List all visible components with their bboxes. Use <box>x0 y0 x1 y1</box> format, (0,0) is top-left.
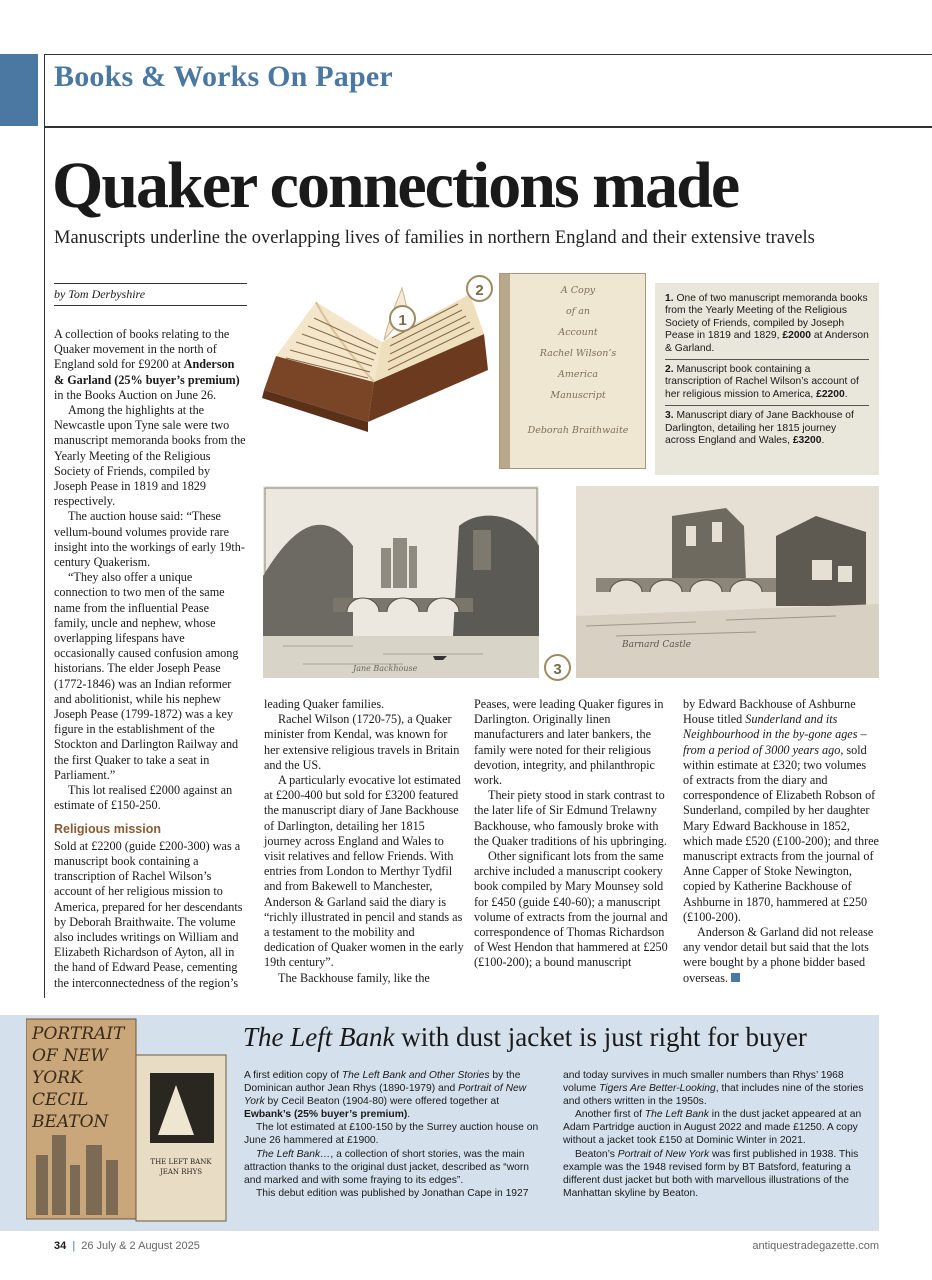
paragraph: Among the highlights at the Newcastle upon Tyne sale were two manuscript memoranda books from the Yearly Meeting of the Religious Society of Friends, compiled by Joseph Pease in 1819 and 1829 respectively. <box>54 403 246 509</box>
paragraph: The auction house said: “These vellum-bound volumes provide rare insight into the workings of early 19th-century Quakerism. <box>54 509 245 570</box>
paragraph: Their piety stood in stark contrast to the later life of Sir Edmund Trelawny Backhouse, who famously broke with the Quaker traditions of his upbringing. <box>474 788 667 848</box>
caption-box <box>655 283 879 475</box>
paragraph: Anderson & Garland did not release any vendor detail but said that the lots were bought by a phone bidder based overseas. <box>683 925 874 985</box>
paragraph: by Edward Backhouse of Ashburne House titled Sunderland and its Neighbourhood in the by-gone ages – from a period of 3000 years ago, sold within estimate at £320; two volumes of extracts from the diary and correspondence of Elizabeth Robson of Sunderland, compiled by her daughter Mary Edward Backhouse in 1852, which made £520 (£100-200); and three manuscript extracts from the journal of Anne Capper of Stoke Newington, copied by Katherine Backhouse of Ashburne in 1870, hammered at £250 (£100-200). <box>683 697 879 924</box>
paragraph: This debut edition was published by Jonathan Cape in 1927 <box>256 1187 529 1199</box>
sidebar-title: The Left Bank with dust jacket is just right for buyer <box>243 1022 807 1052</box>
image-number-badge: 2 <box>466 275 493 302</box>
paragraph: leading Quaker families. <box>264 697 385 711</box>
manuscript-handwriting: A Copy of an Account Rachel Wilson’s America Manuscript Deborah Braithwaite <box>527 285 629 436</box>
sidebar-column-1 <box>244 1069 549 1200</box>
caption-divider <box>665 405 869 406</box>
caption-divider <box>665 359 869 360</box>
paragraph: Another first of The Left Bank in the dust jacket appeared at an Adam Partridge auction in August 2022 and made £1250. A copy without a jacket took £150 at Dominic Winter in 2021. <box>563 1109 862 1147</box>
paragraph: This lot realised £2000 against an estimate of £150-250. <box>54 783 233 813</box>
paragraph: A particularly evocative lot estimated at £200-400 but sold for £3200 featured the manuscript diary of Jane Backhouse of Darlington, detailing her 1815 journey across England and Wales to visit relatives and fellow Friends. With entries from London to Merthyr Tydfil and from Bakewell to Manchester, Anderson & Garland said the diary is “richly illustrated in pencil and stands as a testament to the mobility and dedication of Quaker women in the early 19th century”. <box>264 773 464 970</box>
section-color-tab <box>0 54 38 126</box>
footer-separator: | <box>72 1240 76 1252</box>
photo-diary-sketch-bridge <box>263 486 539 678</box>
book2-cover <box>138 1157 224 1177</box>
book2-author: JEAN RHYS <box>159 1168 203 1176</box>
end-mark-icon <box>731 973 740 982</box>
paragraph: A first edition copy of The Left Bank and Other Stories by the Dominican author Jean Rhys (1890-1979) and Portrait of New York by Cecil Beaton (1904-80) were offered together at Ewbank’s (25% buyer’s premium). <box>244 1070 527 1121</box>
photo-rachel-wilson-manuscript <box>499 273 646 469</box>
byline-rule-top <box>54 283 247 284</box>
paragraph: The Left Bank…, a collection of short stories, was the main attraction thanks to the original dust jacket, described as “worn and marked and with some fraying to its edges”. <box>244 1148 530 1186</box>
paragraph: Beaton’s Portrait of New York was first published in 1938. This example was the 1948 revised form by BT Batsford, featuring a different dust jacket but both with marvellous illustrations of the Manhattan skyline by Beaton. <box>563 1148 859 1199</box>
paragraph: Other significant lots from the same archive included a manuscript cookery book compiled by Mary Mounsey sold for £450 (guide £40-60); a manuscript volume of extracts from the journal and correspondence of Thomas Richardson of West Hendon that hammered at £250 (£100-200); a bound manuscript <box>474 849 668 970</box>
page-number: 34 <box>54 1240 67 1252</box>
footer-folio <box>54 1240 200 1252</box>
section-rule <box>44 126 932 128</box>
sidebar-column-2 <box>563 1069 871 1200</box>
paragraph: Sold at £2200 (guide £200-300) was a manuscript book containing a transcription of Rachel Wilson’s account of her religious mission to America, prepared for her descendants by Deborah Braithwaite. The volume also includes writings on William and Elizabeth Richardson of Ayton, all in the hand of Edward Pease, cementing the interconnectedness of the region’s <box>54 838 243 990</box>
article-column-2 <box>264 697 464 986</box>
paragraph: Rachel Wilson (1720-75), a Quaker minister from Kendal, was known for her extensive religious travels in Britain and the US. <box>264 712 460 772</box>
photo-books <box>26 1015 232 1223</box>
photo-memoranda-book <box>256 282 492 464</box>
article-column-3 <box>474 697 672 971</box>
pencil-sketch-bridge <box>263 486 539 678</box>
castle-sketch-caption: Barnard Castle <box>622 640 692 650</box>
caption-1: 1. One of two manuscript memoranda books from the Yearly Meeting of the Religious Society of Friends, compiled by Joseph Pease in 1819 and 1829, £2000 at Anderson & Garland. <box>665 293 869 354</box>
paragraph: Peases, were leading Quaker figures in Darlington. Originally linen manufacturers and later bankers, the family were noted for their religious devotion, integrity, and philanthropic work. <box>474 697 664 788</box>
paragraph: A collection of books relating to the Quaker movement in the north of England sold for £9200 at Anderson & Garland (25% buyer’s premium) in the Books Auction on June 26. <box>54 327 240 402</box>
left-rule <box>44 54 45 998</box>
photo-diary-sketch-castle <box>576 486 879 678</box>
book-spine <box>500 274 510 468</box>
byline: by Tom Derbyshire <box>54 287 146 301</box>
issue-date: 26 July & 2 August 2025 <box>81 1240 200 1252</box>
paragraph: “They also offer a unique connection to two men of the same name from the influential Pease family, uncle and nephew, whose overlapping lifespans have occasionally caused confusion among historians. The elder Joseph Pease (1772-1846) was an Indian reformer and abolitionist, while his nephew Joseph Pease (1799-1872) was a key figure in the establishment of the Stockton and Darlington Railway and the first Quaker to take a seat in Parliament.” <box>54 570 239 782</box>
sketch-signature: Jane Backhouse <box>353 664 418 673</box>
book1-cover-text: PORTRAIT OF NEW YORK CECIL BEATON <box>32 1024 125 1132</box>
image-number-badge: 1 <box>389 305 416 332</box>
top-rule <box>44 54 932 55</box>
caption-3: 3. Manuscript diary of Jane Backhouse of Darlington, detailing her 1815 journey across England and Wales, £3200. <box>665 410 854 447</box>
article-column-4 <box>683 697 879 986</box>
open-book-illustration <box>256 282 492 464</box>
book2-title: THE LEFT BANK <box>150 1158 212 1166</box>
paragraph: The Backhouse family, like the <box>278 970 430 985</box>
paragraph: and today survives in much smaller numbers than Rhys’ 1968 volume Tigers Are Better-Looking, that includes nine of the stories and others written in the 1950s. <box>563 1070 864 1108</box>
standfirst: Manuscripts underline the overlapping lives of families in northern England and their extensive travels <box>54 228 815 248</box>
headline: Quaker connections made <box>52 149 739 222</box>
article-column-1 <box>54 327 246 991</box>
section-title: Books & Works On Paper <box>54 60 393 93</box>
byline-rule-bottom <box>54 305 247 306</box>
image-number-badge: 3 <box>544 654 571 681</box>
paragraph: The lot estimated at £100-150 by the Surrey auction house on June 26 hammered at £1900. <box>244 1122 539 1147</box>
caption-2: 2. Manuscript book containing a transcription of Rachel Wilson’s account of her religious mission to America, £2200. <box>665 364 859 400</box>
footer-website: antiquestradegazette.com <box>752 1240 879 1252</box>
subheading: Religious mission <box>54 821 161 836</box>
